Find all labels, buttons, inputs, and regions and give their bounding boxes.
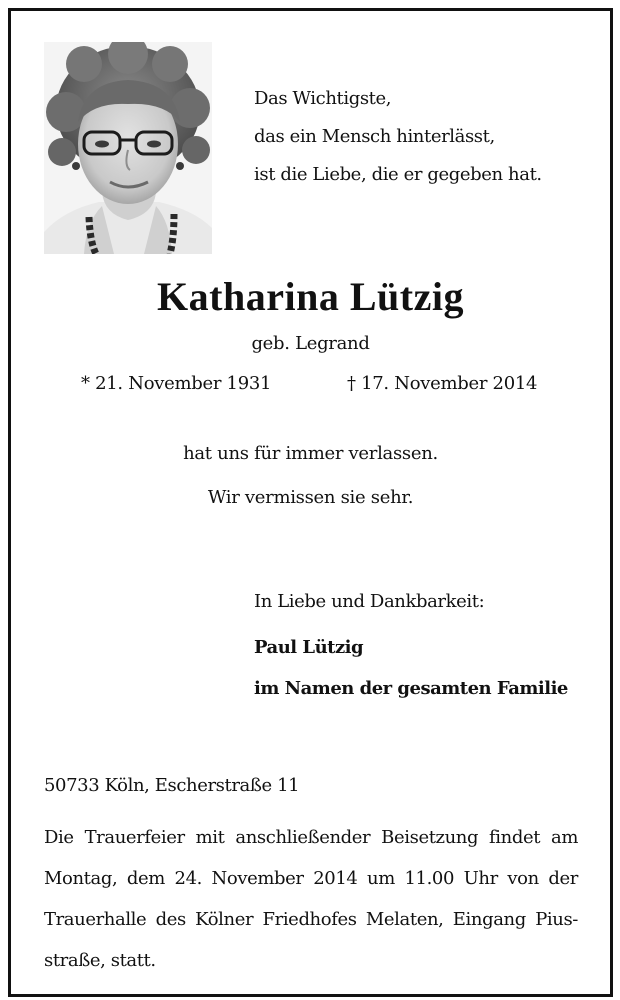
notice-line: Trauerhalle des Kölner Friedhofes Melaten, Eingang Pius-	[44, 909, 578, 930]
portrait-photo	[44, 42, 212, 254]
motto-line: das ein Mensch hinterlässt,	[254, 126, 495, 147]
birth-date: * 21. November 1931	[81, 373, 272, 394]
notice-line: Die Trauerfeier mit anschließender Beisetzung findet am	[44, 827, 578, 848]
motto-line: Das Wichtigste,	[254, 88, 392, 109]
obituary-notice	[8, 8, 613, 997]
portrait-icon	[44, 42, 212, 254]
family-address: 50733 Köln, Escherstraße 11	[44, 775, 300, 796]
signoff: In Liebe und Dankbarkeit:	[254, 591, 485, 612]
message-line: Wir vermissen sie sehr.	[207, 487, 414, 508]
signer-family: im Namen der gesamten Familie	[254, 678, 568, 699]
signer-name: Paul Lützig	[254, 637, 364, 658]
notice-line: straße, statt.	[44, 950, 156, 971]
motto-line: ist die Liebe, die er gegeben hat.	[254, 164, 542, 185]
notice-line: Montag, dem 24. November 2014 um 11.00 Uhr von der	[44, 868, 578, 889]
motto-quote	[254, 80, 542, 194]
maiden-name: geb. Legrand	[251, 333, 370, 354]
deceased-name: Katharina Lützig	[157, 274, 464, 319]
funeral-notice	[44, 817, 578, 981]
death-date: † 17. November 2014	[347, 373, 538, 394]
message-line: hat uns für immer verlassen.	[183, 443, 438, 464]
